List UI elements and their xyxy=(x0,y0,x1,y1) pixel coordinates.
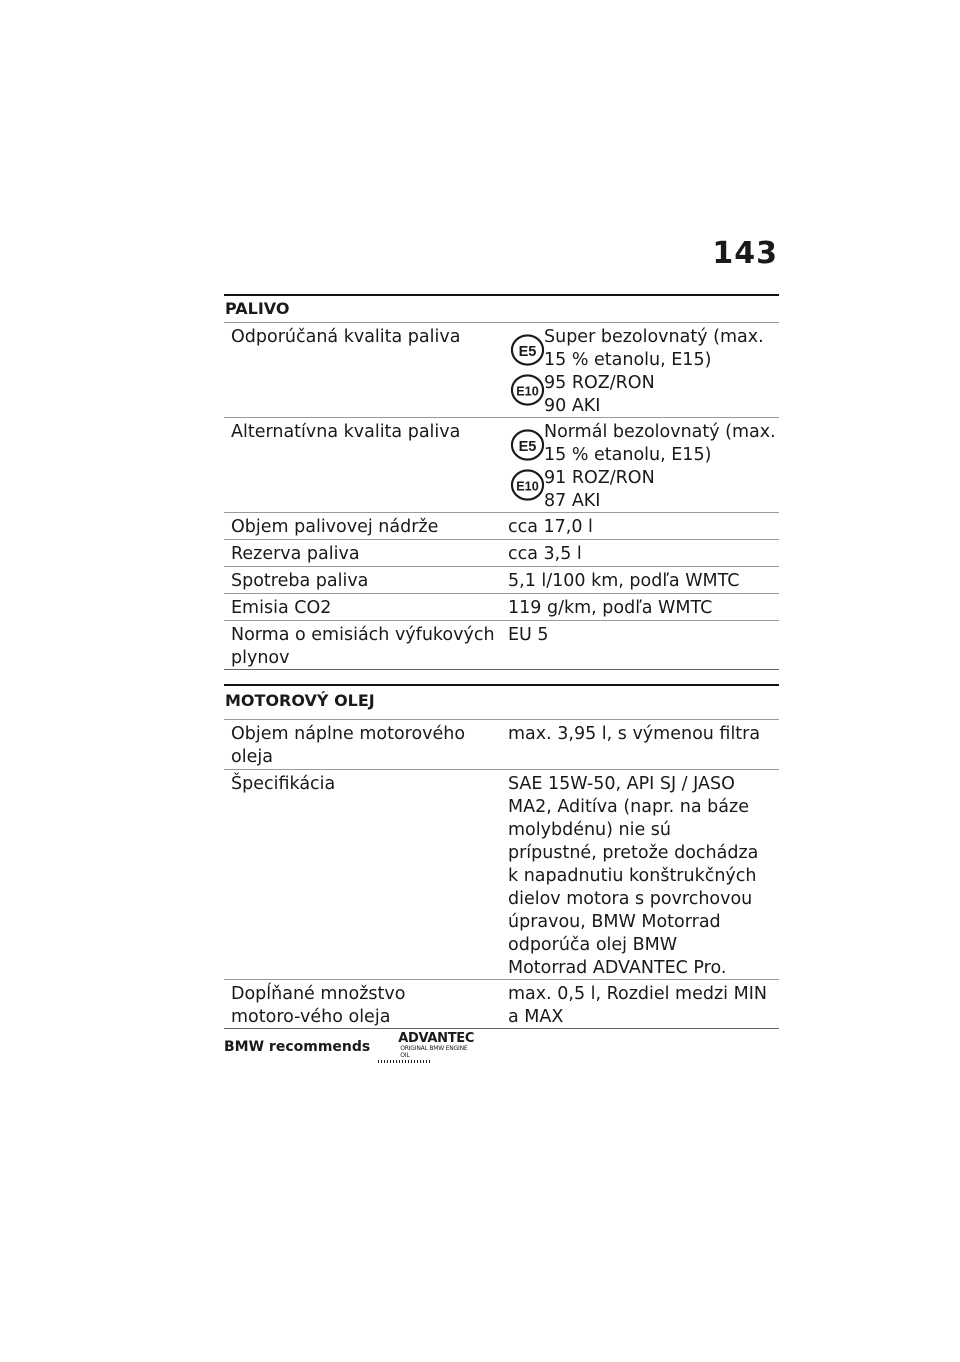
row-value: max. 0,5 l, Rozdiel medzi MIN a MAX xyxy=(508,984,767,1027)
row-value: max. 3,95 l, s výmenou filtra xyxy=(508,724,761,744)
fuel-icons xyxy=(510,333,545,413)
advantec-logo-stripes xyxy=(378,1060,430,1063)
row-label: Alternatívna kvalita paliva xyxy=(231,422,461,442)
e10-fuel-icon xyxy=(510,373,545,407)
row-value: SAE 15W-50, API SJ / JASO MA2, Aditíva (napr. na báze molybdénu) nie sú prípustné, pretože dochádza k napadnutiu konštrukčných dielov motora s povrchovou úpravou, BMW Motorrad odporúča olej BMW Motorrad ADVANTEC Pro. xyxy=(508,774,759,978)
fuel-section xyxy=(224,294,779,670)
engine-oil-section xyxy=(224,684,779,1029)
e5-icon-text: E5 xyxy=(518,438,537,455)
e10-fuel-icon xyxy=(510,468,545,502)
row-label: Spotreba paliva xyxy=(231,571,369,591)
engine-oil-section-title: MOTOROVÝ OLEJ xyxy=(224,684,779,719)
value-line: 95 ROZ/RON xyxy=(544,373,655,393)
table-row-oil-topup xyxy=(224,979,779,1029)
e10-icon-text: E10 xyxy=(516,479,539,494)
row-label: Objem palivovej nádrže xyxy=(231,517,439,537)
value-line: 90 AKI xyxy=(544,396,601,416)
table-row-oil-specification xyxy=(224,769,779,979)
row-value: 119 g/km, podľa WMTC xyxy=(508,598,713,618)
advantec-logo-name: ADVANTEC xyxy=(398,1030,475,1046)
advantec-logo-subtitle: ORIGINAL BMW ENGINE OIL xyxy=(400,1044,468,1059)
row-label: Emisia CO2 xyxy=(231,598,332,618)
table-row-alternative-fuel xyxy=(224,417,779,512)
row-label: Dopĺňané množstvo motoro-vého oleja xyxy=(231,984,406,1027)
recommends-text: BMW recommends xyxy=(224,1039,371,1055)
row-label: Odporúčaná kvalita paliva xyxy=(231,327,461,347)
value-line: Super bezolovnatý (max. xyxy=(544,327,764,347)
row-value: cca 3,5 l xyxy=(508,544,582,564)
fuel-section-title: PALIVO xyxy=(224,294,779,322)
row-label: Objem náplne motorového oleja xyxy=(231,724,466,767)
row-value: 5,1 l/100 km, podľa WMTC xyxy=(508,571,740,591)
row-value: cca 17,0 l xyxy=(508,517,593,537)
fuel-icons xyxy=(510,428,545,508)
table-row-emission-norm xyxy=(224,620,779,670)
row-label: Špecifikácia xyxy=(231,774,336,794)
e5-icon-text: E5 xyxy=(518,343,537,360)
value-line: 15 % etanolu, E15) xyxy=(544,350,712,370)
table-row-recommended-fuel xyxy=(224,322,779,417)
row-value xyxy=(498,418,779,512)
e5-fuel-icon xyxy=(510,333,545,367)
table-row-fuel-consumption xyxy=(224,566,779,593)
row-value xyxy=(498,323,779,417)
value-line: 15 % etanolu, E15) xyxy=(544,445,712,465)
table-row-fuel-reserve xyxy=(224,539,779,566)
value-line: Normál bezolovnatý (max. xyxy=(544,422,776,442)
bmw-recommends-footer xyxy=(224,1032,478,1062)
e5-fuel-icon xyxy=(510,428,545,462)
table-row-tank-volume xyxy=(224,512,779,539)
value-line: 87 AKI xyxy=(544,491,601,511)
value-line: 91 ROZ/RON xyxy=(544,468,655,488)
row-label: Rezerva paliva xyxy=(231,544,360,564)
advantec-logo xyxy=(378,1032,478,1063)
table-row-co2-emission xyxy=(224,593,779,620)
e10-icon-text: E10 xyxy=(516,384,539,399)
page-number: 143 xyxy=(712,236,778,271)
row-label: Norma o emisiách výfukových plynov xyxy=(231,625,495,668)
row-value: EU 5 xyxy=(508,625,549,645)
table-row-oil-volume xyxy=(224,719,779,769)
